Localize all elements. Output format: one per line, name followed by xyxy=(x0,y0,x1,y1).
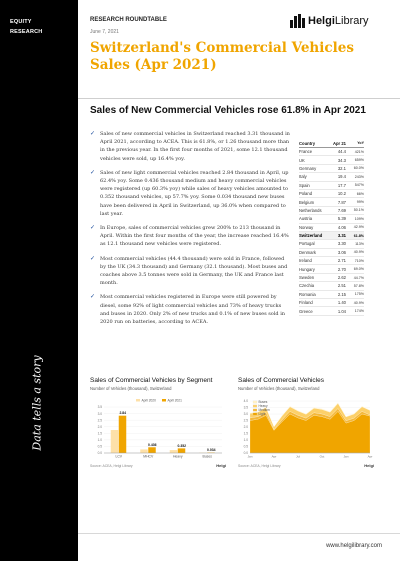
legend-label: April 2021 xyxy=(167,398,182,403)
bar-mhcv-1 xyxy=(148,447,156,453)
x-tick-label: MHCV xyxy=(143,454,154,459)
monthly-area-chart xyxy=(238,395,374,461)
chart-logo: Helgi xyxy=(364,463,374,468)
table-cell-yoy: 61.8% xyxy=(353,233,364,238)
x-tick-label: Oct xyxy=(319,454,325,459)
table-cell-country: Hungary xyxy=(299,266,315,272)
table-cell-value: 5.39 xyxy=(337,216,346,222)
check-icon: ✓ xyxy=(90,293,96,301)
table-cell-yoy: 421% xyxy=(354,149,364,154)
x-tick-label: Apr xyxy=(271,454,277,459)
bullet-item: ✓ Most commercial vehicles (44.4 thousand) were sold in France, followed by the UK (34.3 thousand) and Germany (32.1 thousand). Most buses and coaches above 3.5 tonnes were sold in Germany, the UK and France last month. xyxy=(90,254,288,287)
table-cell-country: Finland xyxy=(299,300,313,306)
table-row xyxy=(299,299,364,307)
table-row xyxy=(299,249,364,257)
table-cell-value: 7.69 xyxy=(337,207,346,213)
x-tick-label: Jan xyxy=(343,454,349,459)
table-cell-country: Portugal xyxy=(299,241,315,247)
report-label: RESEARCH ROUNDTABLE xyxy=(90,17,167,23)
table-cell-country: Greece xyxy=(299,308,313,314)
y-tick-label: 1.5 xyxy=(243,431,248,436)
legend-label: Buses xyxy=(258,400,268,404)
table-cell-country: Ireland xyxy=(299,258,312,264)
data-label: 2.84 xyxy=(119,411,127,416)
table-cell-value: 2.51 xyxy=(337,283,346,289)
category-label-1: EQUITY xyxy=(10,19,32,25)
legend-label: April 2020 xyxy=(141,398,156,403)
table-row xyxy=(299,282,364,290)
bullet-item: ✓ Most commercial vehicles registered in Europe were still powered by diesel, some 92% of light commercial vehicles and 73% of heavy trucks and buses in 2020. Only 2% of new trucks and 0.1% of new buses sold in 2020 run on batteries, according to ACEA. xyxy=(90,293,286,326)
tagline-text: Data tells a story xyxy=(30,355,44,451)
footer-link[interactable]: www.helgilibrary.com xyxy=(326,543,382,549)
table-cell-yoy: 40.9% xyxy=(353,250,364,255)
table-cell-yoy: 42.9% xyxy=(353,225,364,230)
divider xyxy=(78,98,400,99)
table-cell-value: 3.30 xyxy=(337,241,346,247)
y-tick-label: 0.5 xyxy=(97,444,102,449)
data-label: 0.034 xyxy=(207,448,216,453)
table-cell-country: UK xyxy=(299,157,305,163)
sidebar xyxy=(0,0,78,561)
table-cell-value: 2.15 xyxy=(337,291,346,297)
table-row xyxy=(299,291,364,299)
table-row xyxy=(299,190,364,198)
legend-label: Medium xyxy=(258,408,270,412)
y-tick-label: 3.5 xyxy=(97,405,102,410)
bar-heavy-0 xyxy=(170,450,178,453)
x-tick-label: Heavy xyxy=(172,454,183,459)
table-row xyxy=(299,207,364,215)
table-cell-country: Austria xyxy=(299,216,313,222)
table-cell-yoy: 243% xyxy=(354,174,364,179)
table-row xyxy=(299,148,364,156)
y-tick-label: 4.0 xyxy=(243,399,248,404)
y-tick-label: 0.5 xyxy=(243,444,248,449)
page-title: Switzerland's Commercial Vehicles Sales (Apr 2021) xyxy=(90,40,354,73)
legend-swatch xyxy=(253,405,257,408)
bullet-item: ✓ In Europe, sales of commercial vehicles grew 200% to 213 thousand in April. Within the first four months of the year, the increase reached 16.4% as 12.1 thousand new vehicles were registered. xyxy=(90,224,289,248)
table-row xyxy=(299,257,364,265)
table-cell-country: Germany xyxy=(299,165,317,171)
table-row xyxy=(299,215,364,223)
table-cell-country: Norway xyxy=(299,224,314,230)
table-cell-value: 2.62 xyxy=(337,275,346,281)
table-cell-value: 44.4 xyxy=(337,149,346,155)
table-header: Country Apr 21 YoY xyxy=(299,139,364,148)
check-icon: ✓ xyxy=(90,168,96,176)
y-tick-label: 1.0 xyxy=(97,438,102,443)
y-tick-label: 2.5 xyxy=(97,418,102,423)
table-row xyxy=(299,265,364,273)
table-cell-yoy: 50.1% xyxy=(353,208,364,213)
table-cell-yoy: 175% xyxy=(354,292,364,297)
table-cell-country: Denmark xyxy=(299,249,316,255)
table-cell-value: 17.7 xyxy=(337,182,346,188)
country-sales-table xyxy=(299,139,364,316)
table-cell-country: France xyxy=(299,149,313,155)
table-cell-yoy: 40.9% xyxy=(353,300,364,305)
y-tick-label: 3.5 xyxy=(243,405,248,410)
table-row xyxy=(299,274,364,282)
helgi-logo[interactable] xyxy=(290,14,369,28)
category-label-2: RESEARCH xyxy=(10,29,43,35)
y-tick-label: 0.0 xyxy=(97,451,102,456)
legend-label: Light xyxy=(258,412,266,416)
bar-lcv-1 xyxy=(119,416,127,453)
report-date: June 7, 2021 xyxy=(90,29,119,35)
table-row xyxy=(299,156,364,164)
chart-source: Source: ACEA, Helgi Library xyxy=(238,464,281,468)
bar-mhcv-0 xyxy=(140,449,148,453)
check-icon: ✓ xyxy=(90,254,96,262)
table-cell-country: Belgium xyxy=(299,199,315,205)
y-tick-label: 2.0 xyxy=(243,425,248,430)
table-cell-country: Romania xyxy=(299,291,316,297)
chart-subtitle: Number of Vehicles (thousand), Switzerland xyxy=(90,386,172,391)
table-row xyxy=(299,173,364,181)
table-cell-country: Netherlands xyxy=(299,207,322,213)
data-label: 0.352 xyxy=(177,443,186,448)
chart-title: Sales of Commercial Vehicles xyxy=(238,377,324,384)
y-tick-label: 2.5 xyxy=(243,418,248,423)
chart-title: Sales of Commercial Vehicles by Segment xyxy=(90,377,213,384)
footer-divider xyxy=(78,533,400,534)
x-tick-label: LCV xyxy=(115,454,123,459)
bar-lcv-0 xyxy=(111,430,119,453)
table-cell-yoy: 69.0% xyxy=(353,267,364,272)
table-cell-yoy: 113% xyxy=(355,241,364,246)
chart-logo: Helgi xyxy=(216,463,226,468)
legend-swatch xyxy=(136,399,140,402)
legend-swatch xyxy=(253,401,257,404)
check-icon: ✓ xyxy=(90,130,96,137)
table-cell-value: 1.04 xyxy=(337,308,346,314)
legend-swatch xyxy=(253,409,257,412)
bullet-item: ✓ Sales of new commercial vehicles in Switzerland reached 3.31 thousand in April 2021, according to ACEA. This is 61.8%, or 1.26 thousand more than in the previous year. In the first four months of 2021, some 12.1 thousand vehicles were sold, up 16.4% yoy. xyxy=(90,130,290,162)
x-tick-label: Buses xyxy=(202,454,212,459)
x-tick-label: Apr xyxy=(367,454,373,459)
table-cell-country: Italy xyxy=(299,174,307,180)
table-cell-value: 10.2 xyxy=(337,191,346,197)
table-row xyxy=(299,182,364,190)
table-row xyxy=(299,307,364,315)
table-cell-value: 19.4 xyxy=(337,174,346,180)
table-row xyxy=(299,198,364,206)
building-icon xyxy=(290,14,306,28)
table-cell-yoy: 44.7% xyxy=(353,275,364,280)
table-cell-value: 7.87 xyxy=(337,199,346,205)
chart-source: Source: ACEA, Helgi Library xyxy=(90,464,133,468)
table-cell-yoy: 99% xyxy=(356,200,364,205)
table-cell-country: Sweden xyxy=(299,275,315,281)
bar-heavy-1 xyxy=(178,448,186,453)
monthly-chart xyxy=(238,377,374,475)
section-heading: Sales of New Commercial Vehicles rose 61.8% in Apr 2021 xyxy=(90,105,366,116)
table-cell-value: 3.31 xyxy=(337,233,346,239)
y-tick-label: 1.5 xyxy=(97,431,102,436)
table-cell-value: 4.06 xyxy=(337,224,346,230)
y-tick-label: 3.0 xyxy=(243,412,248,417)
table-cell-value: 32.1 xyxy=(337,165,346,171)
legend-swatch xyxy=(253,413,257,416)
x-tick-label: Jul xyxy=(296,454,300,459)
table-cell-value: 2.70 xyxy=(337,266,346,272)
table-cell-country: Switzerland xyxy=(299,233,323,239)
y-tick-label: 3.0 xyxy=(97,411,102,416)
y-tick-label: 0.0 xyxy=(243,451,248,456)
segment-chart xyxy=(90,377,226,475)
table-cell-yoy: 57.8% xyxy=(353,283,364,288)
table-cell-yoy: 109% xyxy=(354,216,364,221)
x-tick-label: Jan xyxy=(247,454,253,459)
table-cell-country: Spain xyxy=(299,182,310,188)
y-tick-label: 1.0 xyxy=(243,438,248,443)
bullet-item: ✓ Sales of new light commercial vehicles reached 2.84 thousand in April, up 62.4% yoy. Some 0.436 thousand medium and heavy commercial vehicles were registered (up 60.3% yoy) while sales of heavy vehicles amounted to 0.352 thousand vehicles, up 57.7% yoy. Some 0.034 thousand new buses have been delivered in April in Switzerland, up 36.0% when compared to last year. xyxy=(90,168,289,217)
brand-name: HelgiLibrary xyxy=(308,15,369,27)
table-cell-yoy: 659% xyxy=(354,158,364,163)
table-cell-value: 2.71 xyxy=(337,258,346,264)
table-row xyxy=(299,165,364,173)
table-cell-value: 34.3 xyxy=(337,157,346,163)
tagline xyxy=(28,348,46,458)
table-row xyxy=(299,240,364,248)
check-icon: ✓ xyxy=(90,224,96,232)
table-cell-country: Czechia xyxy=(299,283,315,289)
table-cell-country: Poland xyxy=(299,191,313,197)
data-label: 0.436 xyxy=(148,442,157,447)
y-tick-label: 2.0 xyxy=(97,424,102,429)
table-cell-yoy: 547% xyxy=(354,183,364,188)
legend-swatch xyxy=(162,399,166,402)
table-cell-yoy: 66% xyxy=(356,191,364,196)
table-cell-yoy: 710% xyxy=(354,258,364,263)
bullet-list xyxy=(90,130,290,332)
chart-subtitle: Number of Vehicles (thousand), Switzerland xyxy=(238,386,320,391)
table-cell-yoy: 60.0% xyxy=(353,166,364,171)
table-row xyxy=(299,224,364,232)
table-cell-yoy: 174% xyxy=(354,309,364,314)
table-cell-value: 1.40 xyxy=(337,300,346,306)
table-row xyxy=(299,232,364,240)
legend-label: Heavy xyxy=(258,404,268,408)
table-cell-value: 3.06 xyxy=(337,249,346,255)
segment-bar-chart xyxy=(90,395,226,461)
